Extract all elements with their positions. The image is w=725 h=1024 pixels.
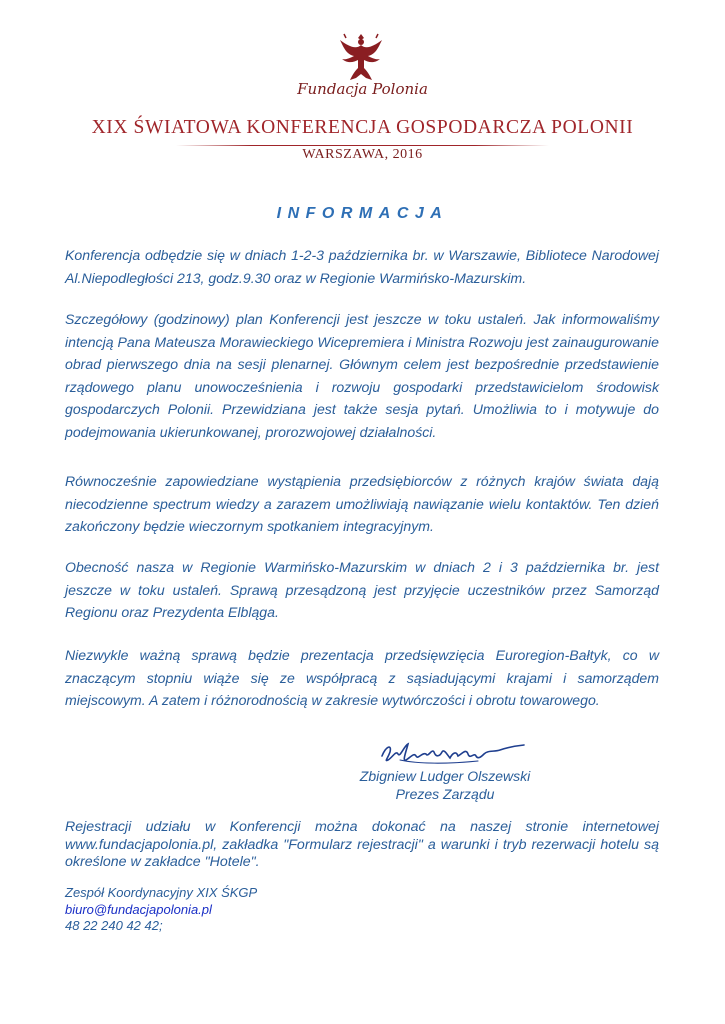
signer-block bbox=[300, 767, 590, 803]
document-heading: INFORMACJA bbox=[276, 205, 449, 222]
signer-name: Zbigniew Ludger Olszewski bbox=[359, 768, 531, 784]
handwritten-signature bbox=[378, 734, 530, 770]
contact-block bbox=[65, 885, 465, 935]
conference-title: XIX ŚWIATOWA KONFERENCJA GOSPODARCZA POLONII bbox=[91, 117, 634, 138]
contact-team: Zespół Koordynacyjny XIX ŚKGP bbox=[65, 885, 258, 900]
place-date: WARSZAWA, 2016 bbox=[302, 147, 423, 162]
registration-note: Rejestracji udziału w Konferencji można dokonać na naszej stronie internetowej www.fundacjapolonia.pl, zakładka "Formularz rejestracji" a warunki i tryb rezerwacji hotelu są określone w zakładce "Hotele". bbox=[65, 819, 659, 870]
paragraph: Konferencja odbędzie się w dniach 1-2-3 października br. w Warszawie, Bibliotece Narodowej Al.Niepodległości 213, godz.9.30 oraz w Regionie Warmińsko-Mazurskim. bbox=[65, 247, 659, 286]
org-name: Fundacja Polonia bbox=[297, 80, 428, 98]
letterhead-divider bbox=[176, 145, 549, 146]
signer-title: Prezes Zarządu bbox=[395, 786, 495, 802]
paragraph: Niezwykle ważną sprawą będzie prezentacja przedsięwzięcia Euroregion-Bałtyk, co w znaczącym stopniu wiąże się ze współpracą z sąsiadującymi krajami i samorządem miejscowym. A zatem i różnorodnością w zakresie wytwórczości i obrotu towarowego. bbox=[65, 647, 659, 708]
paragraph: Równocześnie zapowiedziane wystąpienia przedsiębiorców z różnych krajów świata dają niecodzienne spectrum wiedzy a zarazem umożliwiają nawiązanie wielu kontaktów. Ten dzień zakończony będzie wieczornym spotkaniem integracyjnym. bbox=[65, 473, 659, 534]
contact-phone: 48 22 240 42 42; bbox=[65, 918, 163, 933]
contact-email-link[interactable]: biuro@fundacjapolonia.pl bbox=[65, 901, 212, 917]
paragraph: Szczegółowy (godzinowy) plan Konferencji jest jeszcze w toku ustaleń. Jak informowaliśmy intencją Pana Mateusza Morawieckiego Wicepremiera i Ministra Rozwoju jest zainaugurowanie obrad pierwszego dnia na sesji plenarnej. Głównym celem jest bezpośrednie przedstawienie rządowego planu unowocześnienia i rozwoju gospodarki przedstawicielom środowisk gospodarczych Polonii. Przewidziana jest także sesja pytań. Umożliwia to i motywuje do podejmowania ukierunkowanej, prorozwojowej działalności. bbox=[65, 311, 659, 440]
eagle-emblem-icon bbox=[336, 28, 386, 86]
paragraph: Obecność nasza w Regionie Warmińsko-Mazurskim w dniach 2 i 3 października br. jest jeszcze w toku ustaleń. Sprawą przesądzoną jest przyjęcie uczestników przez Samorząd Regionu oraz Prezydenta Elbląga. bbox=[65, 559, 659, 620]
